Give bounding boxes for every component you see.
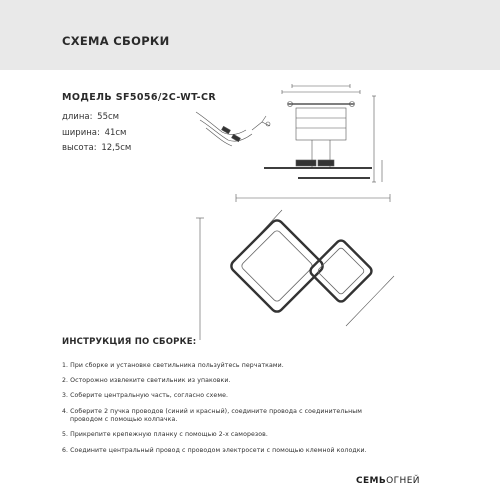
- list-item: [62, 408, 482, 425]
- list-item: [62, 431, 482, 440]
- spec-label: длина:: [62, 112, 93, 122]
- step-text: Соберите центральную часть, согласно схеме.: [70, 392, 229, 400]
- step-text: Соедините центральный провод с проводом электросети с помощью клемной колодки.: [70, 446, 367, 454]
- spec-label: высота:: [62, 143, 97, 153]
- list-item: [62, 362, 482, 371]
- page-title: СХЕМА СБОРКИ: [62, 34, 170, 48]
- spec-label: ширина:: [62, 127, 100, 138]
- step-text: Прикрепите крепежную планку с помощью 2-х саморезов.: [70, 431, 268, 439]
- step-number: 1.: [62, 362, 69, 369]
- step-number: 4.: [62, 407, 69, 415]
- step-number: 3.: [62, 392, 69, 400]
- dimension-lines: [196, 194, 394, 340]
- instructions-title: ИНСТРУКЦИЯ ПО СБОРКЕ:: [62, 337, 197, 347]
- step-number: 2.: [62, 377, 69, 385]
- model-label: МОДЕЛЬ SF5056/2C-WT-CR: [62, 92, 217, 103]
- brand-logo: [356, 476, 420, 486]
- step-text: При сборке и установке светильника пользуйтесь перчатками.: [70, 362, 284, 369]
- brand-name-strong: СЕМЬ: [356, 476, 387, 486]
- assembly-drawing: [0, 70, 500, 340]
- side-view: [264, 84, 382, 182]
- list-item: [62, 377, 482, 386]
- step-text: Соберите 2 пучка проводов (синий и красный), соедините провода с соединительным: [70, 407, 363, 415]
- wiring-illustration: [196, 112, 270, 146]
- step-text: Осторожно извлеките светильник из упаковки.: [70, 377, 231, 385]
- step-number: 5.: [62, 431, 69, 439]
- step-text-continued: проводом с помощью колпачка.: [70, 416, 178, 424]
- brand-name-light: ОГНЕЙ: [386, 476, 420, 486]
- spec-value: 41см: [104, 127, 127, 138]
- lamp-plan-view: [229, 218, 374, 314]
- instructions-list: [62, 362, 482, 462]
- list-item: [62, 447, 482, 456]
- spec-value: 55см: [97, 112, 120, 122]
- list-item: [62, 392, 482, 401]
- step-number: 6.: [62, 446, 69, 454]
- spec-value: 12,5см: [101, 143, 132, 153]
